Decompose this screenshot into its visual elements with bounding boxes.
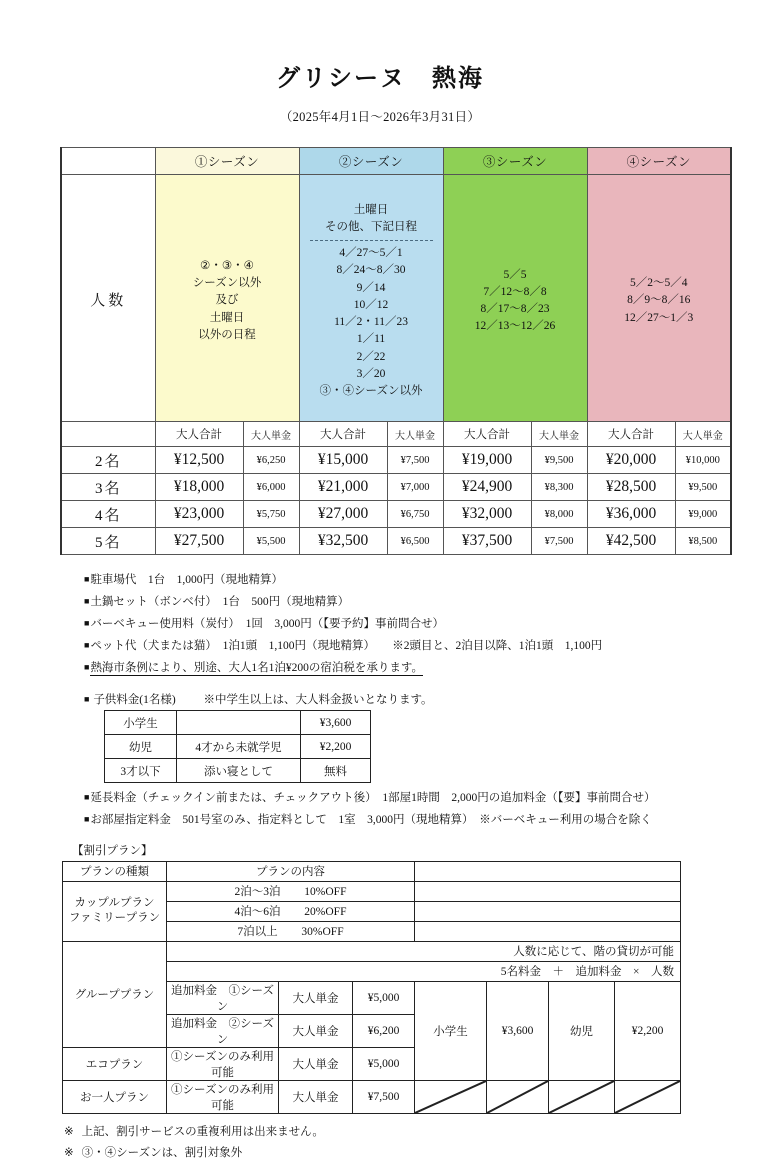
- slashed-cell-2: [487, 1080, 549, 1113]
- group-child-preschool-label: 幼児: [549, 981, 615, 1080]
- eco-price: ¥5,000: [353, 1047, 415, 1080]
- square-bullet-icon: ■: [84, 640, 90, 651]
- plan-header-row: [63, 861, 681, 881]
- price-unit: ¥6,750: [387, 501, 443, 528]
- price-total: ¥42,500: [587, 528, 675, 555]
- season-date-line: 8／17〜8／23: [480, 303, 550, 315]
- price-unit: ¥5,750: [243, 501, 299, 528]
- subheader-unit-1: 大人単金: [243, 422, 299, 447]
- price-total: ¥32,500: [299, 528, 387, 555]
- child-price: 無料: [301, 759, 371, 783]
- season-date-line: 5／5: [503, 268, 527, 281]
- season-date-line: 8／24〜8／30: [336, 264, 406, 277]
- group-child-preschool-price: ¥2,200: [615, 981, 681, 1080]
- season-header-4: ④シーズン: [587, 148, 731, 175]
- square-bullet-icon: ■: [84, 814, 90, 825]
- subheader-total-1: 大人合計: [155, 422, 243, 447]
- season-date-line: 7／12〜8／8: [483, 285, 547, 298]
- child-detail: 添い寝として: [177, 759, 301, 783]
- season-desc-line: 土曜日: [209, 311, 245, 324]
- price-unit: ¥8,000: [531, 501, 587, 528]
- tier-discount-3: 30%OFF: [301, 926, 344, 939]
- plan-row-empty-2: [415, 901, 681, 921]
- eco-unit: 大人単金: [279, 1047, 353, 1080]
- group-child-elementary-price: ¥3,600: [487, 981, 549, 1080]
- note-item: [84, 787, 760, 809]
- tier-discount-2: 20%OFF: [304, 906, 347, 919]
- child-detail: 4才から未就学児: [177, 735, 301, 759]
- group-extra-price-2: ¥6,200: [353, 1014, 415, 1047]
- slashed-cell-1: [415, 1080, 487, 1113]
- group-child-elementary-label: 小学生: [415, 981, 487, 1080]
- season-date-line: 3／20: [356, 367, 386, 380]
- season-desc-line: 以外の日程: [198, 328, 256, 341]
- plan-tier-1: [167, 881, 415, 901]
- season-date-line: 5／2〜5／4: [630, 277, 688, 290]
- season-date-line: 10／12: [353, 298, 389, 311]
- footer-note-text: 上記、割引サービスの重複利用は出来ません。: [81, 1125, 324, 1138]
- child-type: 小学生: [105, 711, 177, 735]
- child-fee-note: ※中学生以上は、大人料金扱いとなります。: [203, 694, 433, 707]
- price-unit: ¥9,500: [531, 447, 587, 474]
- price-rows-body: [61, 447, 731, 555]
- child-fee-table: [104, 710, 371, 783]
- group-banner-1: 人数に応じて、階の貸切が可能: [167, 941, 681, 961]
- season-date-line: 9／14: [356, 281, 386, 294]
- note-text: 土鍋セット（ボンベ付） 1台 500円（現地精算）: [90, 596, 350, 609]
- plan-kind-group: グループプラン: [63, 941, 167, 1047]
- child-rows-body: [105, 711, 371, 783]
- season-desc-line: 及び: [215, 294, 239, 307]
- table-row: [105, 735, 371, 759]
- price-total: ¥18,000: [155, 474, 243, 501]
- season-description-row: [61, 175, 731, 422]
- validity-period: （2025年4月1日〜2026年3月31日）: [279, 110, 481, 124]
- footer-notes-list: [64, 1122, 760, 1164]
- price-total: ¥27,500: [155, 528, 243, 555]
- page-title: グリシーヌ 熱海: [276, 66, 484, 92]
- price-unit: ¥6,500: [387, 528, 443, 555]
- season-table-container: [60, 147, 723, 555]
- corner-cell: [61, 148, 155, 175]
- group-extra-unit-1: 大人単金: [279, 981, 353, 1014]
- plan-kind-single: お一人プラン: [63, 1080, 167, 1113]
- mid-notes-list: [84, 787, 760, 831]
- season-date-line: 4／27〜5／1: [339, 247, 403, 260]
- price-unit: ¥5,500: [243, 528, 299, 555]
- season-desc-line: その他、下記日程: [325, 220, 418, 233]
- note-item: [84, 657, 760, 679]
- price-total: ¥37,500: [443, 528, 531, 555]
- season-detail-3: [443, 175, 587, 422]
- people-count-label: 人数: [90, 292, 127, 309]
- price-unit: ¥8,300: [531, 474, 587, 501]
- note-text: 熱海市条例により、別途、大人1名1泊¥200の宿泊税を承ります。: [90, 662, 424, 675]
- price-unit: ¥7,500: [531, 528, 587, 555]
- tier-nights-3: 7泊以上: [237, 926, 278, 939]
- note-text: 延長料金（チェックイン前または、チェックアウト後） 1部屋1時間 2,000円の追加料金（【要】事前問合せ）: [90, 792, 656, 805]
- group-banner-2: 5名料金 ＋ 追加料金 × 人数: [167, 961, 681, 981]
- subheader-unit-3: 大人単金: [531, 422, 587, 447]
- slashed-cell-4: [615, 1080, 681, 1113]
- price-total: ¥36,000: [587, 501, 675, 528]
- season-header-2: ②シーズン: [299, 148, 443, 175]
- dashed-divider: [310, 240, 433, 241]
- reference-mark-icon: ※: [64, 1146, 74, 1159]
- child-fee-title: 子供料金(1名様): [93, 694, 176, 707]
- note-item: [84, 635, 760, 657]
- season-desc-line: シーズン以外: [192, 277, 262, 290]
- plan-row-empty-1: [415, 881, 681, 901]
- group-extra-desc-1: 追加料金 ①シーズン: [167, 981, 279, 1014]
- season-date-line: 1／11: [356, 333, 386, 346]
- price-total: ¥21,000: [299, 474, 387, 501]
- plan-kind-family: ファミリープラン: [68, 912, 161, 925]
- price-unit: ¥8,500: [675, 528, 731, 555]
- subheader-total-4: 大人合計: [587, 422, 675, 447]
- price-unit: ¥9,000: [675, 501, 731, 528]
- note-item: [84, 591, 760, 613]
- discount-section-title: 【割引プラン】: [72, 844, 153, 857]
- footer-note-text: ③・④シーズンは、割引対象外: [81, 1146, 243, 1159]
- child-price: ¥3,600: [301, 711, 371, 735]
- table-row: [61, 474, 731, 501]
- tier-nights-1: 2泊〜3泊: [234, 886, 281, 899]
- single-desc: ①シーズンのみ利用可能: [167, 1080, 279, 1113]
- square-bullet-icon: ■: [84, 574, 90, 584]
- season-desc-line: ②・③・④: [200, 259, 254, 272]
- season-desc-line: 土曜日: [353, 203, 389, 216]
- table-row: [61, 501, 731, 528]
- slashed-cell-3: [549, 1080, 615, 1113]
- price-total: ¥32,000: [443, 501, 531, 528]
- season-header-3: ③シーズン: [443, 148, 587, 175]
- note-text: 駐車場代 1台 1,000円（現地精算）: [90, 574, 284, 586]
- column-subheader-row: [61, 422, 731, 447]
- square-bullet-icon: ■: [84, 618, 90, 629]
- price-total: ¥24,900: [443, 474, 531, 501]
- people-count-label-cell: [61, 175, 155, 422]
- plan-header-empty: [415, 861, 681, 881]
- single-price: ¥7,500: [353, 1080, 415, 1113]
- pricing-document: [0, 58, 760, 1159]
- note-text: バーベキュー使用料（炭付） 1回 3,000円（【要予約】事前問合せ）: [90, 618, 445, 631]
- season-price-table: [60, 147, 732, 555]
- plan-kind-header: プランの種類: [63, 861, 167, 881]
- single-unit: 大人単金: [279, 1080, 353, 1113]
- price-total: ¥28,500: [587, 474, 675, 501]
- group-extra-desc-2: 追加料金 ②シーズン: [167, 1014, 279, 1047]
- plan-tier-2: [167, 901, 415, 921]
- footer-note-item: [64, 1122, 760, 1143]
- square-bullet-icon: ■: [84, 792, 90, 803]
- subheader-blank: [61, 422, 155, 447]
- child-detail: [177, 711, 301, 735]
- table-row: [105, 711, 371, 735]
- price-unit: ¥9,500: [675, 474, 731, 501]
- table-row: [61, 528, 731, 555]
- child-price: ¥2,200: [301, 735, 371, 759]
- price-total: ¥15,000: [299, 447, 387, 474]
- child-type: 3才以下: [105, 759, 177, 783]
- row-people-label: 2名: [61, 447, 155, 474]
- subheader-unit-2: 大人単金: [387, 422, 443, 447]
- tier-discount-1: 10%OFF: [304, 886, 347, 899]
- plan-kind-couple: カップルプラン: [74, 896, 155, 909]
- season-detail-2: [299, 175, 443, 422]
- row-people-label: 3名: [61, 474, 155, 501]
- plan-tier-row-1: [63, 881, 681, 901]
- price-unit: ¥10,000: [675, 447, 731, 474]
- note-text: ペット代（犬または猫） 1泊1頭 1,100円（現地精算） ※2頭目と、2泊目以降、1泊1頭 1,100円: [90, 640, 603, 653]
- plan-content-header: プランの内容: [167, 861, 415, 881]
- subheader-total-2: 大人合計: [299, 422, 387, 447]
- child-fee-heading: [84, 691, 760, 707]
- price-unit: ¥6,000: [243, 474, 299, 501]
- discount-plan-table: [62, 861, 681, 1114]
- group-extra-price-1: ¥5,000: [353, 981, 415, 1014]
- table-row: [105, 759, 371, 783]
- group-extra-unit-2: 大人単金: [279, 1014, 353, 1047]
- reference-mark-icon: ※: [64, 1125, 74, 1138]
- notes-list: [84, 569, 760, 679]
- plan-kind-eco: エコプラン: [63, 1047, 167, 1080]
- season-date-line: 11／2・11／23: [334, 316, 408, 329]
- price-unit: ¥7,500: [387, 447, 443, 474]
- child-type: 幼児: [105, 735, 177, 759]
- footer-note-item: [64, 1143, 760, 1164]
- plan-row-empty-3: [415, 921, 681, 941]
- single-plan-row: [63, 1080, 681, 1113]
- price-total: ¥12,500: [155, 447, 243, 474]
- plan-tier-3: [167, 921, 415, 941]
- tier-nights-2: 4泊〜6泊: [234, 906, 281, 919]
- season-date-line: 12／27〜1／3: [624, 311, 694, 324]
- season-detail-4: [587, 175, 731, 422]
- row-people-label: 4名: [61, 501, 155, 528]
- square-bullet-icon: ■: [84, 596, 90, 607]
- group-banner-row-1: [63, 941, 681, 961]
- price-total: ¥19,000: [443, 447, 531, 474]
- season-detail-1: [155, 175, 299, 422]
- table-row: [61, 447, 731, 474]
- price-total: ¥27,000: [299, 501, 387, 528]
- season-date-line: ③・④シーズン以外: [319, 385, 423, 398]
- row-people-label: 5名: [61, 528, 155, 555]
- price-total: ¥23,000: [155, 501, 243, 528]
- price-unit: ¥6,250: [243, 447, 299, 474]
- note-item: [84, 569, 760, 591]
- subheader-unit-4: 大人単金: [675, 422, 731, 447]
- season-date-line: 8／9〜8／16: [627, 294, 691, 307]
- square-bullet-icon: ■: [84, 662, 90, 673]
- note-text: お部屋指定料金 501号室のみ、指定料として 1室 3,000円（現地精算） ※バーベキュー利用の場合を除く: [90, 814, 652, 827]
- note-item: [84, 809, 760, 831]
- note-item: [84, 613, 760, 635]
- square-bullet-icon: ■: [84, 694, 90, 705]
- season-header-row: [61, 148, 731, 175]
- price-total: ¥20,000: [587, 447, 675, 474]
- season-date-line: 2／22: [356, 350, 386, 363]
- plan-kind-couple-family: [63, 881, 167, 941]
- eco-desc: ①シーズンのみ利用可能: [167, 1047, 279, 1080]
- subheader-total-3: 大人合計: [443, 422, 531, 447]
- price-unit: ¥7,000: [387, 474, 443, 501]
- season-date-line: 12／13〜12／26: [474, 320, 556, 333]
- season-header-1: ①シーズン: [155, 148, 299, 175]
